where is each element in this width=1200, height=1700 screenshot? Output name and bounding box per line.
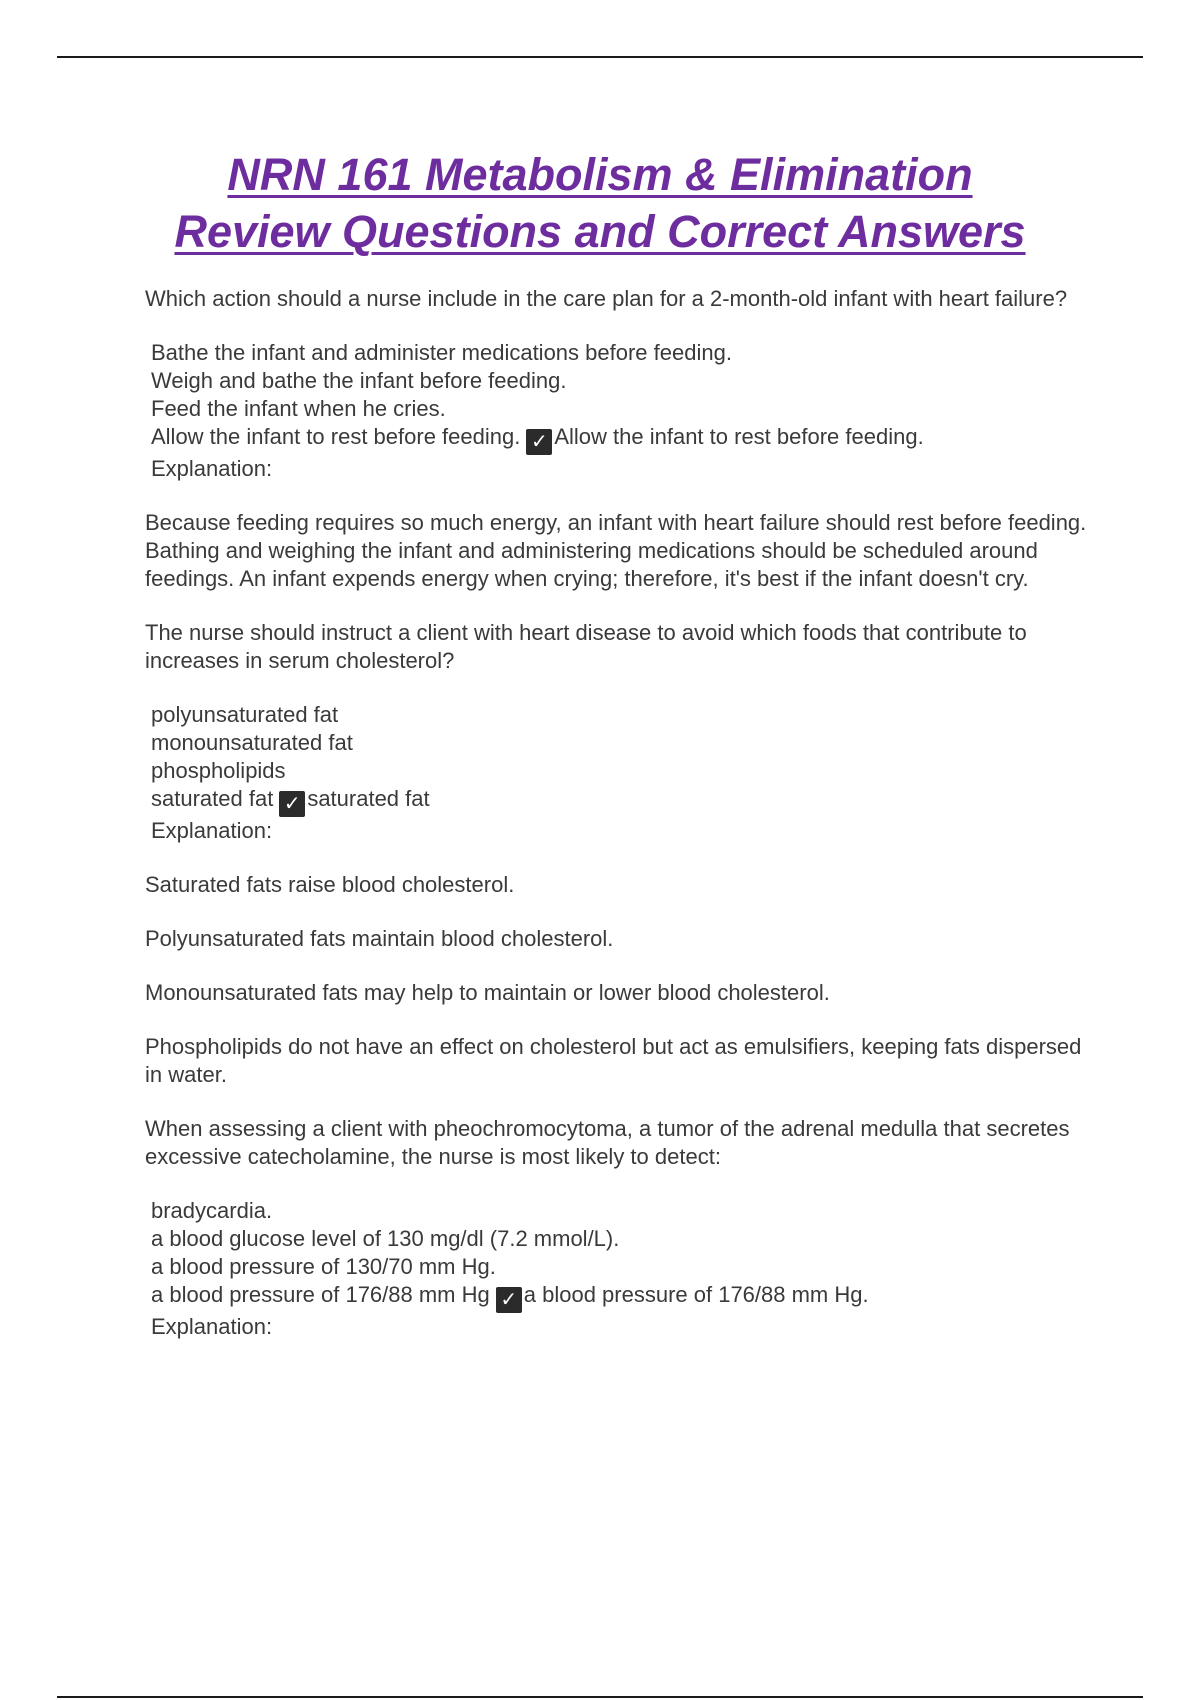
explanation-label: Explanation: [151, 1314, 273, 1339]
question-block [145, 619, 1090, 1089]
answer-option: phospholipids [151, 758, 286, 783]
checkmark-icon: ✓ [279, 791, 305, 817]
answer-option: monounsaturated fat [151, 730, 353, 755]
answer-option: Allow the infant to rest before feeding. [151, 424, 521, 449]
answer-option: saturated fat [151, 786, 274, 811]
question-list [145, 285, 1090, 1367]
answer-options [145, 1197, 1090, 1341]
question-prompt: Which action should a nurse include in the care plan for a 2-month-old infant with heart failure? [145, 286, 1068, 311]
title-line-1: NRN 161 Metabolism & Elimination [227, 149, 973, 200]
answer-option-correct [151, 785, 1090, 817]
correct-answer: a blood pressure of 176/88 mm Hg. [523, 1282, 869, 1307]
explanation-text: Monounsaturated fats may help to maintain or lower blood cholesterol. [145, 980, 830, 1005]
answer-options [145, 339, 1090, 483]
explanation-text: Phospholipids do not have an effect on cholesterol but act as emulsifiers, keeping fats dispersed in water. [145, 1034, 1082, 1087]
answer-option: bradycardia. [151, 1198, 273, 1223]
explanation-label: Explanation: [151, 456, 273, 481]
question-block [145, 285, 1090, 593]
explanation-text: Saturated fats raise blood cholesterol. [145, 872, 515, 897]
checkmark-icon: ✓ [496, 1287, 522, 1313]
answer-option: polyunsaturated fat [151, 702, 339, 727]
bottom-rule [57, 1696, 1143, 1698]
explanation-text: Because feeding requires so much energy, an infant with heart failure should rest before feeding. Bathing and weighing the infant and administering medications should be scheduled around feedings. An infant expends energy when crying; therefore, it's best if the infant doesn't cry. [145, 510, 1087, 591]
answer-option: a blood glucose level of 130 mg/dl (7.2 mmol/L). [151, 1226, 620, 1251]
explanation-label: Explanation: [151, 818, 273, 843]
title-line-2: Review Questions and Correct Answers [174, 206, 1026, 257]
answer-options [145, 701, 1090, 845]
question-block [145, 1115, 1090, 1341]
question-prompt: When assessing a client with pheochromocytoma, a tumor of the adrenal medulla that secretes excessive catecholamine, the nurse is most likely to detect: [145, 1116, 1070, 1169]
correct-answer: Allow the infant to rest before feeding. [554, 424, 924, 449]
explanation-text: Polyunsaturated fats maintain blood cholesterol. [145, 926, 614, 951]
answer-option: Weigh and bathe the infant before feeding. [151, 368, 567, 393]
question-prompt: The nurse should instruct a client with heart disease to avoid which foods that contribute to increases in serum cholesterol? [145, 620, 1027, 673]
answer-option: a blood pressure of 176/88 mm Hg [151, 1282, 490, 1307]
answer-option: Feed the infant when he cries. [151, 396, 446, 421]
answer-option: Bathe the infant and administer medications before feeding. [151, 340, 732, 365]
answer-option: a blood pressure of 130/70 mm Hg. [151, 1254, 496, 1279]
page-title [0, 146, 1200, 260]
correct-answer: saturated fat [307, 786, 430, 811]
answer-option-correct [151, 1281, 1090, 1313]
top-rule [57, 56, 1143, 58]
checkmark-icon: ✓ [526, 429, 552, 455]
answer-option-correct [151, 423, 1090, 455]
